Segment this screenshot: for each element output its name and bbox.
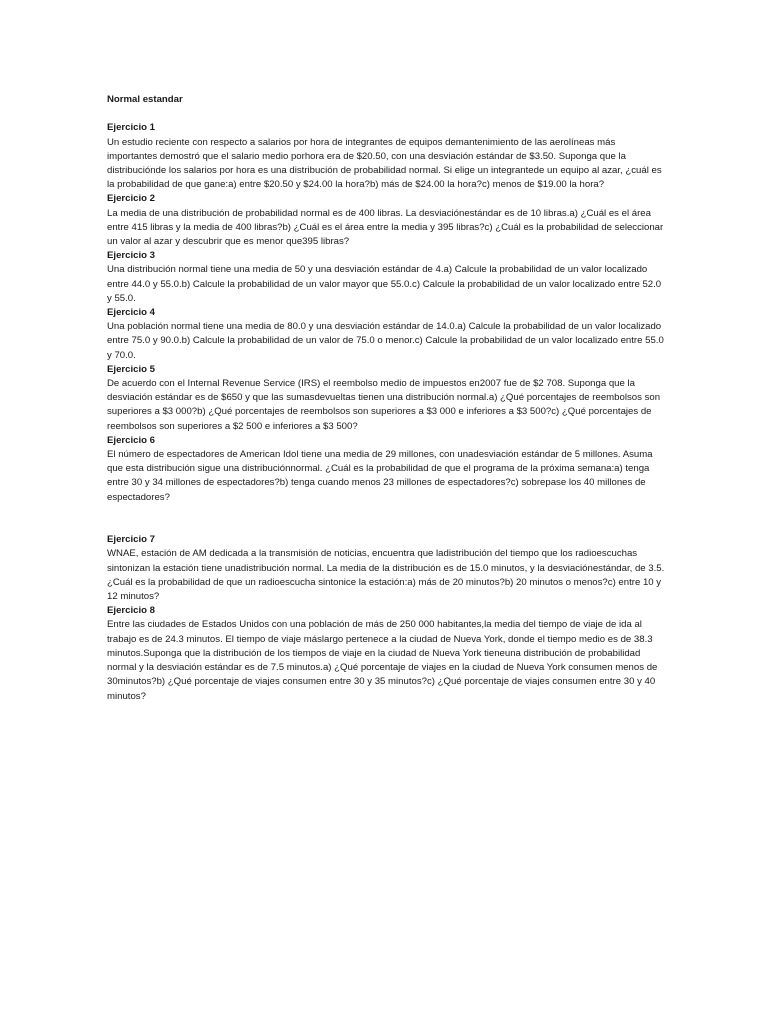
exercise-heading: Ejercicio 3 [107,250,155,262]
exercise-7 [107,533,667,604]
exercise-text: La media de una distribución de probabilidad normal es de 400 libras. La desviaciónestándar es de 10 libras.a) ¿Cuál es el área entre 415 libras y la media de 400 libras?b) ¿Cuál es el área entre la media y 395 libras?c) ¿Cuál es la probabilidad de seleccionar un valor al azar y descubrir que es menor que395 libras? [107,207,664,248]
exercise-heading: Ejercicio 2 [107,193,155,205]
exercise-5 [107,363,667,434]
exercise-heading: Ejercicio 8 [107,605,155,617]
exercise-heading: Ejercicio 4 [107,307,155,319]
exercise-1 [107,121,667,192]
exercise-text: El número de espectadores de American Idol tiene una media de 29 millones, con unadesviación estándar de 5 millones. Asuma que esta distribución sigue una distribuciónnormal. ¿Cuál es la probabilidad de que el programa de la próxima semana:a) tenga entre 30 y 34 millones de espectadores?b) tenga cuando menos 23 millones de espectadores?c) sobrepase los 40 millones de espectadores? [107,449,653,503]
document-title: Normal estandar [107,94,183,105]
section-spacer [107,505,667,533]
exercise-text: Entre las ciudades de Estados Unidos con una población de más de 250 000 habitantes,la media del tiempo de viaje de ida al trabajo es de 24.3 minutos. El tiempo de viaje máslargo pertenece a la ciudad de Nueva York, donde el tiempo medio es de 38.3 minutos.Suponga que la distribución de los tiempos de viaje en la ciudad de Nueva York tieneuna distribución de probabilidad normal y la desviación estándar es de 7.5 minutos.a) ¿Qué porcentaje de viajes en la ciudad de Nueva York consumen menos de 30minutos?b) ¿Qué porcentaje de viajes consumen entre 30 y 35 minutos?c) ¿Qué porcentaje de viajes consumen entre 30 y 40 minutos? [107,619,658,702]
exercise-text: Una distribución normal tiene una media de 50 y una desviación estándar de 4.a) Calcule la probabilidad de un valor localizado entre 44.0 y 55.0.b) Calcule la probabilidad de un valor mayor que 55.0.c) Calcule la probabilidad de un valor localizado entre 52.0 y 55.0. [107,264,662,304]
exercise-text: Un estudio reciente con respecto a salarios por hora de integrantes de equipos demantenimiento de las aerolíneas más importantes demostró que el salario medio porhora era de $20.50, con una desviación estándar de $3.50. Suponga que la distribuciónde los salarios por hora es una distribución de probabilidad normal. Si elige un integrantede un equipo al azar, ¿cuál es la probabilidad de que gane:a) entre $20.50 y $24.00 la hora?b) más de $24.00 la hora?c) menos de $19.00 la hora? [107,136,662,191]
exercise-2 [107,192,667,249]
exercise-text: WNAE, estación de AM dedicada a la transmisión de noticias, encuentra que ladistribución del tiempo que los radioescuchas sintonizan la estación tiene unadistribución normal. La media de la distribución es de 15.0 minutos, y la desviaciónestándar, de 3.5. ¿Cuál es la probabilidad de que un radioescucha sintonice la estación:a) más de 20 minutos?b) 20 minutos o menos?c) entre 10 y 12 minutos? [107,548,665,603]
exercise-3 [107,249,667,306]
exercise-heading: Ejercicio 1 [107,122,155,134]
document-content [107,93,667,704]
exercise-4 [107,306,667,363]
exercise-8 [107,604,667,703]
exercise-text: Una población normal tiene una media de 80.0 y una desviación estándar de 14.0.a) Calcule la probabilidad de un valor localizado entre 75.0 y 90.0.b) Calcule la probabilidad de un valor de 75.0 o menor.c) Calcule la probabilidad de un valor localizado entre 55.0 y 70.0. [107,321,664,361]
exercise-text: De acuerdo con el Internal Revenue Service (IRS) el reembolso medio de impuestos en2007 fue de $2 708. Suponga que la desviación estándar es de $650 y que las sumasdevueltas tienen una distribución normal.a) ¿Qué porcentajes de reembolsos son superiores a $3 000?b) ¿Qué porcentajes de reembolsos son superiores a $3 000 e inferiores a $3 500?c) ¿Qué porcentajes de reembolsos son superiores a $2 500 e inferiores a $3 500? [107,378,661,432]
exercise-6 [107,434,667,505]
exercise-heading: Ejercicio 5 [107,363,155,375]
exercise-heading: Ejercicio 7 [107,534,155,546]
exercise-heading: Ejercicio 6 [107,434,155,446]
